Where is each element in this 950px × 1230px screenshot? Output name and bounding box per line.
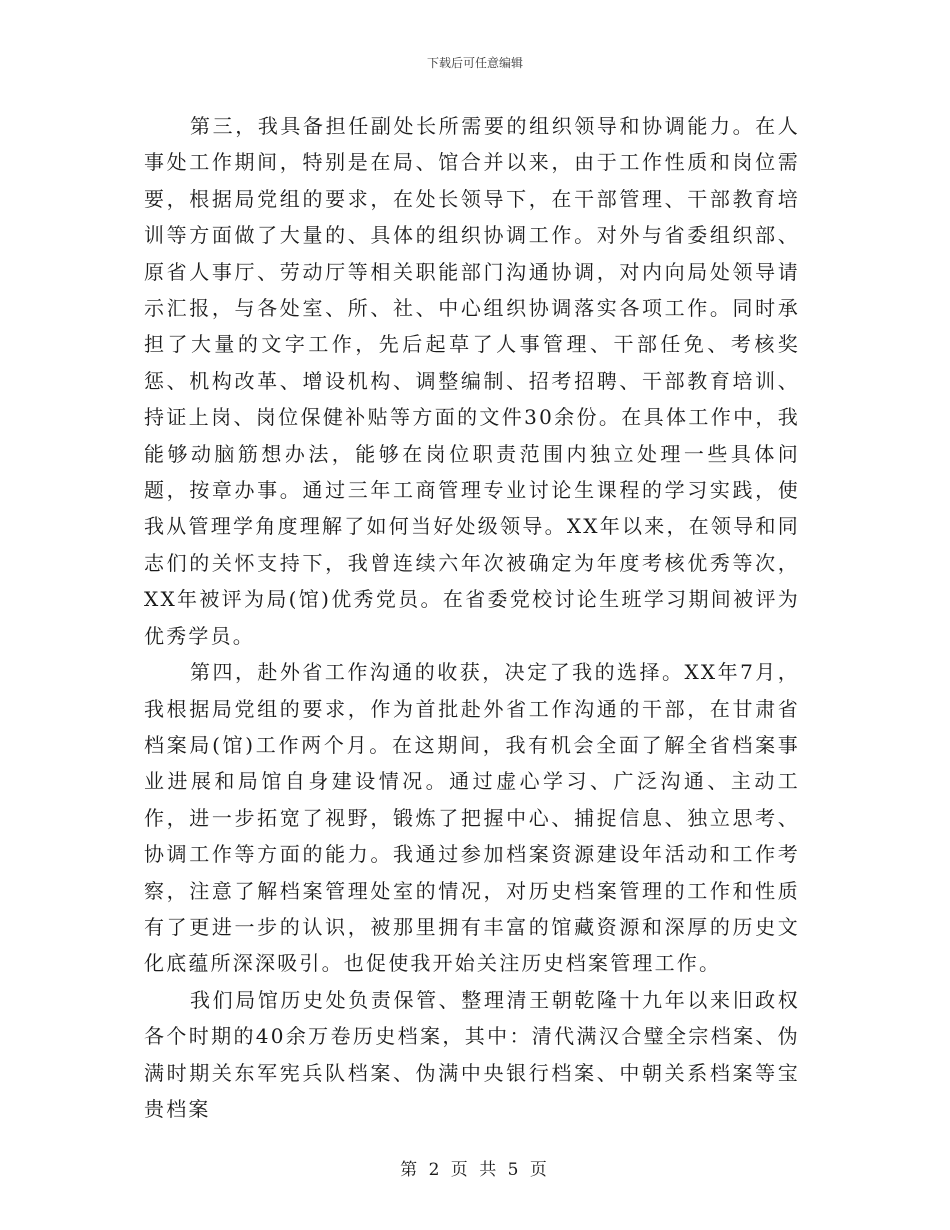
page-number: 第 2 页 共 5 页 xyxy=(400,1160,550,1180)
paragraph-fourth-point: 第四，赴外省工作沟通的收获，决定了我的选择。XX年7月，我根据局党组的要求，作为首批赴外省工作沟通的干部，在甘肃省档案局(馆)工作两个月。在这期间，我有机会全面了解全省档案事业进展和局馆自身建设情况。通过虚心学习、广泛沟通、主动工作，进一步拓宽了视野，锻炼了把握中心、捕捉信息、独立思考、协调工作等方面的能力。我通过参加档案资源建设年活动和工作考察，注意了解档案管理处室的情况，对历史档案管理的工作和性质有了更进一步的认识，被那里拥有丰富的馆藏资源和深厚的历史文化底蕴所深深吸引。也促使我开始关注历史档案管理工作。 xyxy=(144,660,800,976)
paragraph-history-department: 我们局馆历史处负责保管、整理清王朝乾隆十九年以来旧政权各个时期的40余万卷历史档案，其中：清代满汉合璧全宗档案、伪满时期关东军宪兵队档案、伪满中央银行档案、中朝关系档案等宝贵档案 xyxy=(144,987,800,1121)
paragraph-third-point: 第三，我具备担任副处长所需要的组织领导和协调能力。在人事处工作期间，特别是在局、馆合并以来，由于工作性质和岗位需要，根据局党组的要求，在处长领导下，在干部管理、干部教育培训等方面做了大量的、具体的组织协调工作。对外与省委组织部、原省人事厅、劳动厅等相关职能部门沟通协调，对内向局处领导请示汇报，与各处室、所、社、中心组织协调落实各项工作。同时承担了大量的文字工作，先后起草了人事管理、干部任免、考核奖惩、机构改革、增设机构、调整编制、招考招聘、干部教育培训、持证上岗、岗位保健补贴等方面的文件30余份。在具体工作中，我能够动脑筋想办法，能够在岗位职责范围内独立处理一些具体问题，按章办事。通过三年工商管理专业讨论生课程的学习实践，使我从管理学角度理解了如何当好处级领导。XX年以来，在领导和同志们的关怀支持下，我曾连续六年次被确定为年度考核优秀等次，XX年被评为局(馆)优秀党员。在省委党校讨论生班学习期间被评为优秀学员。 xyxy=(144,114,800,648)
page-header: 下载后可任意编辑 xyxy=(426,56,523,70)
document-body xyxy=(144,108,800,1127)
